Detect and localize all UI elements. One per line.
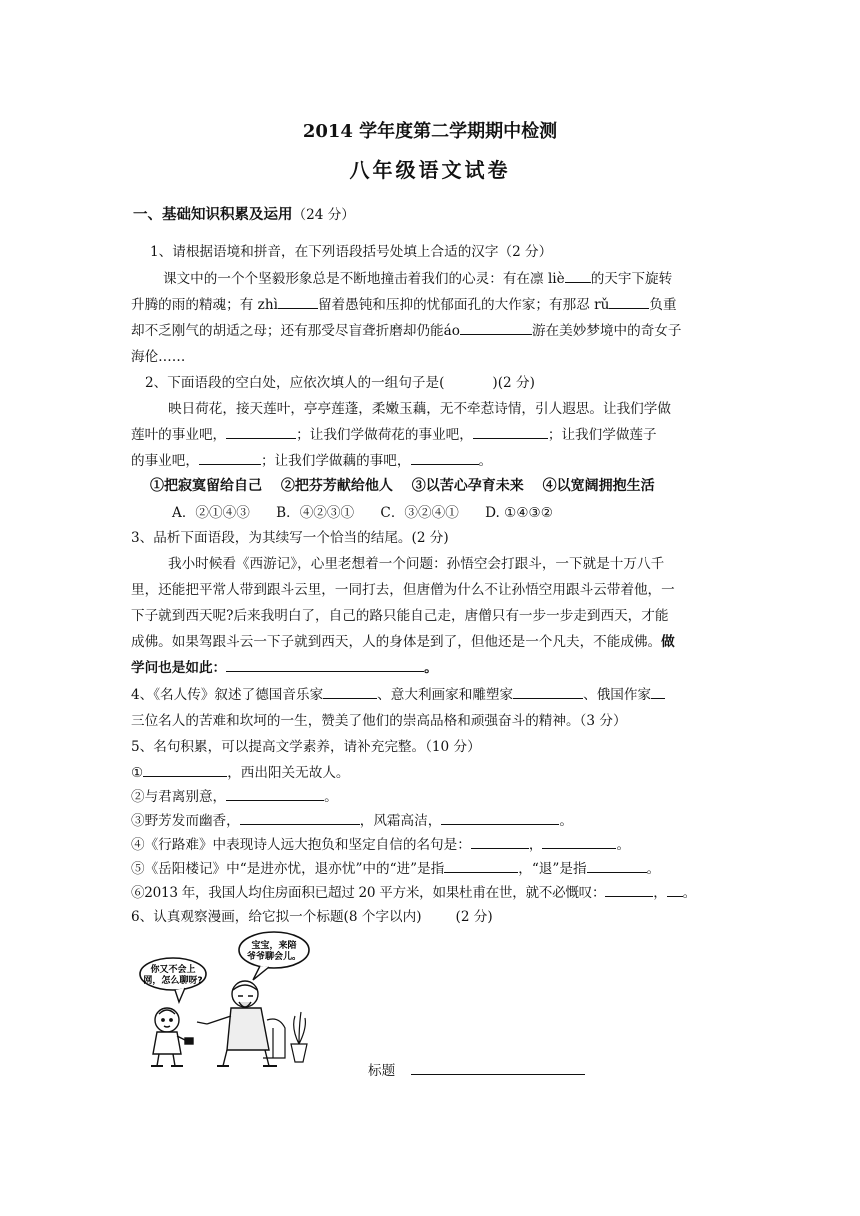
q5-text: ④《行路难》中表现诗人远大抱负和坚定自信的名句是： xyxy=(131,837,471,853)
section-heading xyxy=(133,203,355,224)
answer-blank[interactable] xyxy=(143,764,227,777)
child-figure xyxy=(151,1008,193,1066)
grandpa-speech-line-1: 宝宝，来陪 xyxy=(251,941,297,951)
q4-text: 、俄国作家 xyxy=(583,687,652,703)
exam-subtitle: 八年级语文试卷 xyxy=(349,158,511,182)
sentence-item: ①把寂寞留给自己 xyxy=(150,478,262,494)
q5-stem: 5、名句积累，可以提高文学素养，请补充完整。（10 分） xyxy=(131,739,481,755)
q3-text-bold: 学问也是如此： xyxy=(131,660,227,676)
q5-item-5 xyxy=(131,857,660,877)
q5-text: 。 xyxy=(559,813,573,829)
section-score: （24 分） xyxy=(292,207,355,223)
option-a[interactable]: A．②①④③ xyxy=(172,505,250,521)
child-speech-line-1: 你又不会上 xyxy=(150,965,196,975)
q1-line-1 xyxy=(163,267,672,287)
q1-text: 的天宇下旋转 xyxy=(590,271,673,287)
answer-blank[interactable] xyxy=(651,686,665,699)
q1-line-2 xyxy=(131,293,677,313)
cartoon-illustration xyxy=(135,924,315,1074)
title-answer-blank[interactable] xyxy=(411,1062,585,1075)
q1-text: 游在美妙梦境中的奇女子 xyxy=(531,323,682,339)
q2-stem xyxy=(145,371,535,391)
answer-blank[interactable] xyxy=(605,884,653,897)
q6-text: 6、认真观察漫画，给它拟一个标题(8 个字以内) xyxy=(131,909,422,925)
exam-title: 2014 学年度第二学期期中检测 xyxy=(302,121,558,142)
option-c[interactable]: C．③②④① xyxy=(380,505,459,521)
section-title: 一、基础知识积累及运用 xyxy=(133,206,293,223)
q1-text: 负重 xyxy=(649,297,677,313)
q5-text: ，西出阳关无故人。 xyxy=(227,765,350,781)
answer-blank[interactable] xyxy=(240,812,360,825)
answer-blank[interactable] xyxy=(587,860,647,873)
q5-item-2 xyxy=(131,785,338,805)
q5-text: ，风霜高洁， xyxy=(359,813,442,829)
q3-text: 成佛。如果驾跟斗云一下子就到西天，人的身体是到了，但他还是一个凡夫，不能成佛。 xyxy=(131,634,662,650)
q2-text: )(2 分) xyxy=(492,375,535,391)
answer-blank[interactable] xyxy=(199,452,261,465)
q3-line-4 xyxy=(131,630,675,650)
answer-blank[interactable] xyxy=(471,836,529,849)
answer-blank[interactable] xyxy=(411,452,479,465)
q5-text: ②与君离别意， xyxy=(131,789,227,805)
q3-line-3: 下子就到西天呢?后来我明白了，自己的路只能自己走，唐僧只有一步一步走到西天，才能 xyxy=(131,608,669,624)
q1-stem: 1、请根据语境和拼音，在下列语段括号处填上合适的汉字（2 分） xyxy=(150,244,553,260)
q4-text: 4、《名人传》叙述了德国音乐家 xyxy=(131,687,324,703)
q5-text: ⑤《岳阳楼记》中“是进亦忧，退亦忧”中的“进”是指 xyxy=(131,861,445,877)
q3-line-2: 里，还能把平常人带到跟斗云里，一同打去，但唐僧为什么不让孙悟空用跟斗云带着他，一 xyxy=(131,582,675,598)
q2-line-1: 映日荷花，接天莲叶，亭亭莲蓬，柔嫩玉藕，无不牵惹诗情，引人遐思。让我们学做 xyxy=(168,401,671,417)
answer-blank[interactable] xyxy=(542,836,616,849)
q5-text: ， xyxy=(528,837,543,853)
q5-text: ⑥2013 年，我国人均住房面积已超过 20 平方米，如果杜甫在世，就不必慨叹： xyxy=(131,885,606,901)
q5-item-3 xyxy=(131,809,573,829)
answer-blank[interactable] xyxy=(444,860,518,873)
q1-text: 留着愚钝和压抑的忧郁面孔的大作家；有那忍 rǔ xyxy=(317,297,610,313)
q2-text: ；让我们学做莲子 xyxy=(547,427,657,443)
option-d[interactable]: D. ①④③② xyxy=(485,505,553,521)
q2-text: 。 xyxy=(478,453,493,469)
answer-blank[interactable] xyxy=(226,426,296,439)
q5-text: 。 xyxy=(324,789,338,805)
q3-text-bold: 。 xyxy=(424,660,438,676)
grandpa-speech-line-2: 爷爷聊会儿。 xyxy=(246,952,302,962)
potted-plant xyxy=(291,1012,307,1062)
answer-blank[interactable] xyxy=(513,686,583,699)
q5-text: 。 xyxy=(646,861,661,877)
q4-text: 、意大利画家和雕塑家 xyxy=(377,687,514,703)
child-speech-line-2: 网，怎么聊呀? xyxy=(143,976,203,986)
q1-text: 升腾的雨的精魂；有 zhì xyxy=(131,297,278,313)
q2-text: 的事业吧， xyxy=(131,453,199,469)
title-label: 标题 xyxy=(368,1063,396,1079)
q2-text: 2、下面语段的空白处，应依次填人的一组句子是( xyxy=(145,375,445,391)
q5-text: 。 xyxy=(682,885,696,901)
answer-blank[interactable] xyxy=(667,884,683,897)
q2-line-2 xyxy=(131,423,657,443)
answer-blank[interactable] xyxy=(278,296,318,309)
answer-blank[interactable] xyxy=(473,426,548,439)
answer-blank[interactable] xyxy=(226,788,324,801)
sentence-item: ②把芬芳献给他人 xyxy=(280,478,393,494)
q2-text: ；让我们学做藕的事吧， xyxy=(260,453,411,469)
option-b[interactable]: B．④②③① xyxy=(276,505,355,521)
answer-blank[interactable] xyxy=(460,322,532,335)
q5-item-6 xyxy=(131,881,696,901)
q3-line-5 xyxy=(131,656,438,676)
answer-blank[interactable] xyxy=(323,686,377,699)
grandpa-figure xyxy=(197,981,277,1066)
q2-options xyxy=(172,501,553,521)
q4-line-2: 三位名人的苦难和坎坷的一生，赞美了他们的崇高品格和顽强奋斗的精神。（3 分） xyxy=(131,713,627,729)
q5-text: 。 xyxy=(616,837,631,853)
q1-text: 课文中的一个个坚毅形象总是不断地撞击着我们的心灵：有在凛 liè xyxy=(163,271,565,287)
title-answer-line xyxy=(368,1059,585,1079)
q2-line-3 xyxy=(131,449,492,469)
answer-blank[interactable] xyxy=(441,812,559,825)
answer-blank[interactable] xyxy=(226,659,424,672)
sentence-item: ④以宽阔拥抱生活 xyxy=(542,478,655,494)
q1-text: 却不乏刚气的胡适之母；还有那受尽盲聋折磨却仍能áo xyxy=(131,323,460,339)
q5-text: ，“退”是指 xyxy=(518,861,587,877)
q6-stem xyxy=(131,905,493,925)
q2-text: ；让我们学做荷花的事业吧， xyxy=(296,427,473,443)
q2-text: 莲叶的事业吧， xyxy=(131,427,227,443)
q3-stem: 3、品析下面语段，为其续写一个恰当的结尾。(2 分) xyxy=(131,530,449,546)
q5-text: ③野芳发而幽香， xyxy=(131,813,240,829)
q4-line-1 xyxy=(131,683,665,703)
q1-line-3 xyxy=(131,319,681,339)
q5-item-1 xyxy=(131,761,350,781)
q2-sentences xyxy=(150,475,655,495)
q5-text: ① xyxy=(131,765,144,781)
q3-text-bold: 做 xyxy=(661,634,675,650)
q5-text: ， xyxy=(653,885,667,901)
answer-blank[interactable] xyxy=(565,270,591,283)
q1-line-4: 海伦…… xyxy=(131,349,186,365)
answer-blank[interactable] xyxy=(444,374,492,387)
sentence-item: ③以苦心孕育未来 xyxy=(411,478,524,494)
q6-score: (2 分) xyxy=(455,909,493,925)
q3-line-1: 我小时候看《西游记》，心里老想着一个问题：孙悟空会打跟斗，一下就是十万八千 xyxy=(168,556,665,572)
q5-item-4 xyxy=(131,833,630,853)
answer-blank[interactable] xyxy=(609,296,649,309)
